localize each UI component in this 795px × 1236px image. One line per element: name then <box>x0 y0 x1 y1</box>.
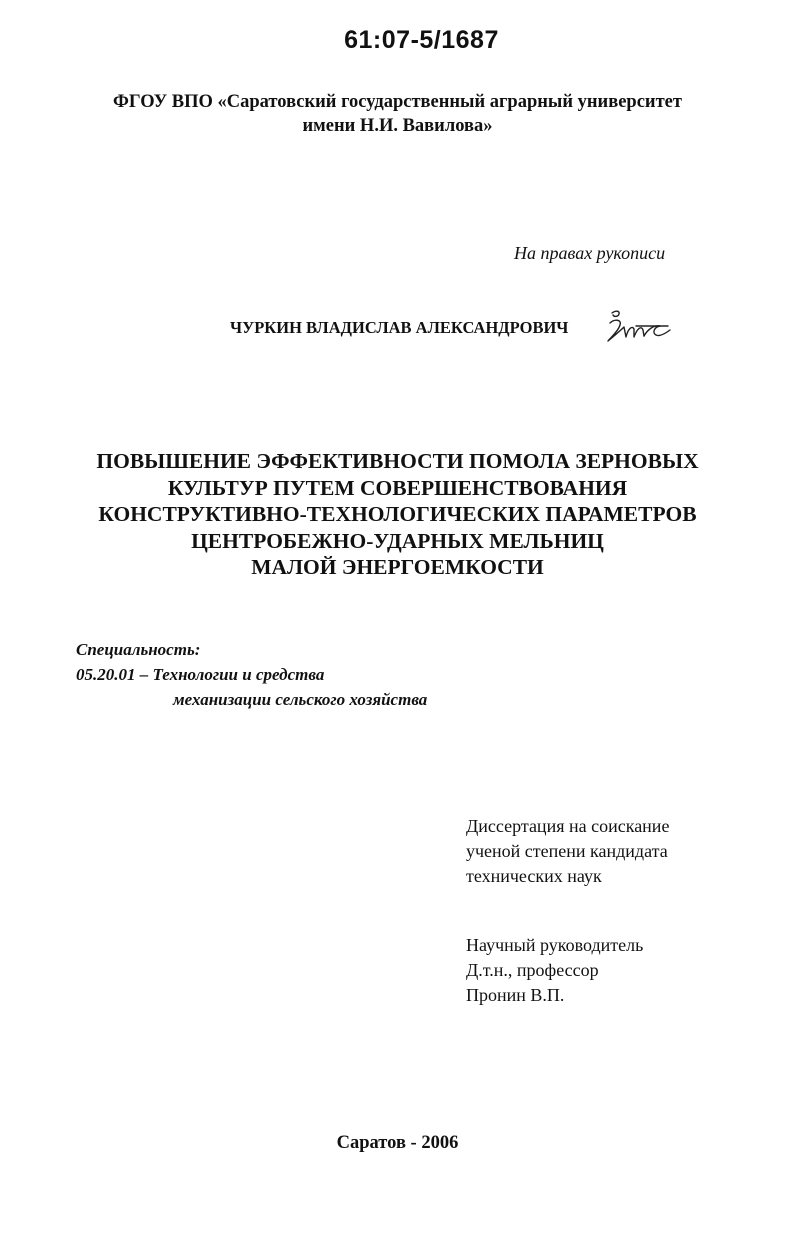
catalog-number: 61:07-5/1687 <box>344 26 499 54</box>
organization-name <box>0 90 795 138</box>
title-line: ЦЕНТРОБЕЖНО-УДАРНЫХ МЕЛЬНИЦ <box>191 528 604 553</box>
author-name: ЧУРКИН ВЛАДИСЛАВ АЛЕКСАНДРОВИЧ <box>230 318 569 337</box>
author-signature <box>600 305 672 353</box>
title-line: КУЛЬТУР ПУТЕМ СОВЕРШЕНСТВОВАНИЯ <box>167 475 628 500</box>
specialty-label: Специальность: <box>76 640 201 659</box>
dissertation-degree-block <box>466 814 669 889</box>
scientific-adviser-block <box>466 933 643 1008</box>
organization-line-1: ФГОУ ВПО «Саратовский государственный аграрный университет <box>113 92 682 112</box>
adviser-degree: Д.т.н., профессор <box>466 960 599 980</box>
organization-line-2: имени Н.И. Вавилова» <box>302 116 493 136</box>
specialty-block <box>76 637 427 712</box>
degree-line-3: технических наук <box>466 866 602 886</box>
title-line: МАЛОЙ ЭНЕРГОЕМКОСТИ <box>251 555 544 579</box>
degree-line-1: Диссертация на соискание <box>466 816 670 836</box>
specialty-code-line: 05.20.01 – Технологии и средства <box>76 665 325 684</box>
adviser-role: Научный руководитель <box>466 935 644 955</box>
rights-notice: На правах рукописи <box>514 243 666 263</box>
dissertation-title <box>0 448 795 581</box>
title-line: КОНСТРУКТИВНО-ТЕХНОЛОГИЧЕСКИХ ПАРАМЕТРОВ <box>98 502 697 526</box>
city-year: Саратов - 2006 <box>336 1133 459 1153</box>
title-line: ПОВЫШЕНИЕ ЭФФЕКТИВНОСТИ ПОМОЛА ЗЕРНОВЫХ <box>96 449 699 473</box>
degree-line-2: ученой степени кандидата <box>466 841 668 861</box>
specialty-continuation-line: механизации сельского хозяйства <box>173 690 428 709</box>
adviser-name: Пронин В.П. <box>466 985 565 1005</box>
